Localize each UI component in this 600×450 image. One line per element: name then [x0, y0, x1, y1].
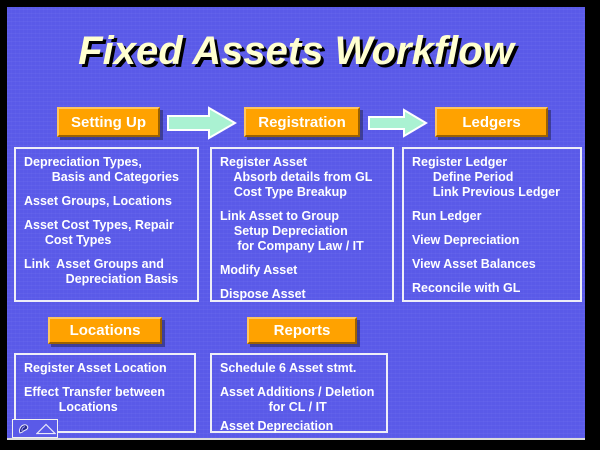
ledgers-panel — [402, 147, 582, 302]
text-line: Absorb details from GL — [220, 170, 373, 184]
annotation-pen-icon[interactable] — [14, 421, 34, 436]
registration-button[interactable] — [244, 107, 360, 137]
text-line: Reconcile with GL — [412, 281, 521, 295]
text-line: Asset Cost Types, Repair — [24, 218, 174, 232]
text-line: Asset Groups, Locations — [24, 194, 172, 208]
text-line: View Depreciation — [412, 233, 520, 247]
arrow-right-icon — [368, 108, 428, 143]
text-line: Register Ledger — [412, 155, 508, 169]
setting-up-button[interactable] — [57, 107, 160, 137]
arrow-right-icon — [167, 106, 237, 145]
locations-button-label: Locations — [69, 322, 141, 339]
text-line: Locations — [24, 400, 118, 414]
slideshow-toolbar — [12, 419, 58, 438]
text-line: Asset Additions / Deletion — [220, 385, 375, 399]
text-line: Modify Asset — [220, 263, 298, 277]
text-line: Depreciation Basis — [24, 272, 179, 286]
reports-button[interactable] — [247, 317, 357, 344]
text-line: Run Ledger — [412, 209, 482, 223]
text-line: for Company Law / IT — [220, 239, 364, 253]
slide-nav-triangle-icon[interactable] — [36, 421, 56, 436]
text-line: Link Previous Ledger — [412, 185, 560, 199]
text-line: Depreciation Types, — [24, 155, 142, 169]
text-line: Register Asset Location — [24, 361, 167, 375]
text-line: Effect Transfer between — [24, 385, 166, 399]
ledgers-button[interactable] — [435, 107, 548, 137]
text-line: Dispose Asset — [220, 287, 306, 301]
page-title: Fixed Assets Workflow — [78, 29, 514, 73]
slide-canvas — [7, 7, 585, 440]
reports-button-label: Reports — [273, 322, 331, 339]
text-line: Define Period — [412, 170, 514, 184]
locations-button[interactable] — [48, 317, 162, 344]
text-line: Link Asset to Group — [220, 209, 339, 223]
setting-up-panel — [14, 147, 199, 302]
registration-button-label: Registration — [258, 113, 346, 131]
reports-panel — [210, 353, 388, 433]
text-line: for CL / IT — [220, 400, 327, 414]
text-line: Register Asset — [220, 155, 308, 169]
text-line: Schedule 6 Asset stmt. — [220, 361, 357, 375]
text-line: Basis and Categories — [24, 170, 179, 184]
text-line: Cost Type Breakup — [220, 185, 347, 199]
text-line: Cost Types — [24, 233, 112, 247]
registration-panel — [210, 147, 394, 302]
ledgers-button-label: Ledgers — [462, 113, 521, 131]
text-line: Setup Depreciation — [220, 224, 348, 238]
text-line: View Asset Balances — [412, 257, 536, 271]
text-line: Link Asset Groups and — [24, 257, 164, 271]
setting-up-button-label: Setting Up — [71, 113, 146, 131]
text-line: Asset Depreciation — [220, 419, 334, 433]
